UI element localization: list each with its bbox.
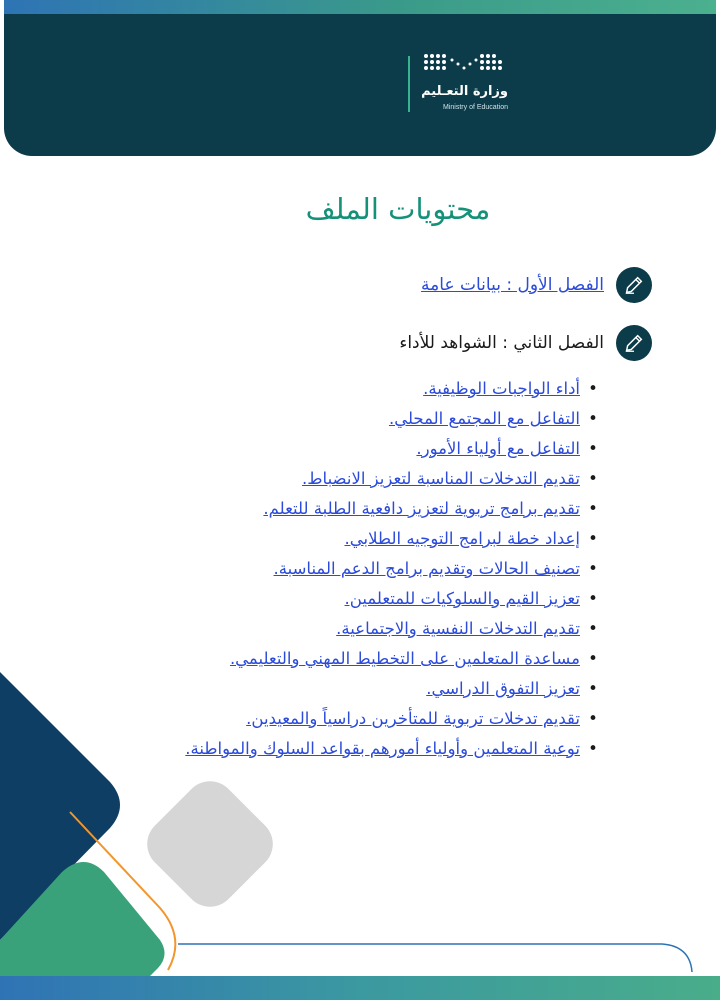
item-link[interactable]: مساعدة المتعلمين على التخطيط المهني والتعليمي. (229, 649, 580, 668)
logo-english-text: Ministry of Education (443, 104, 508, 111)
list-item: •تقديم التدخلات المناسبة لتعزيز الانضباط. (302, 469, 598, 488)
list-item: •أداء الواجبات الوظيفية. (423, 379, 598, 398)
item-link[interactable]: تعزيز التفوق الدراسي. (426, 679, 580, 698)
list-item: •التفاعل مع أولياء الأمور. (416, 439, 598, 458)
logo-arabic-text: وزارة التعـليم (421, 84, 508, 99)
item-link[interactable]: التفاعل مع أولياء الأمور. (416, 439, 580, 458)
chapter-2-title: الفصل الثاني : الشواهد للأداء (399, 333, 604, 353)
list-item: •تعزيز التفوق الدراسي. (426, 679, 598, 698)
chapter-1-link[interactable]: الفصل الأول : بيانات عامة (421, 275, 604, 295)
item-link[interactable]: أداء الواجبات الوظيفية. (423, 379, 580, 398)
decorative-shapes (0, 660, 720, 1000)
item-link[interactable]: تعزيز القيم والسلوكيات للمتعلمين. (344, 589, 580, 608)
list-item: •تصنيف الحالات وتقديم برامج الدعم المناسبة. (273, 559, 598, 578)
page-title: محتويات الملف (305, 192, 491, 226)
chapter-2 (399, 325, 652, 361)
header-top-stripe (4, 0, 716, 14)
pencil-icon (616, 325, 652, 361)
list-item: •توعية المتعلمين وأولياء أمورهم بقواعد السلوك والمواطنة. (185, 739, 598, 758)
list-item: •مساعدة المتعلمين على التخطيط المهني والتعليمي. (229, 649, 598, 668)
item-link[interactable]: تقديم برامج تربوية لتعزيز دافعية الطلبة للتعلم. (263, 499, 580, 518)
list-item: •التفاعل مع المجتمع المحلي. (388, 409, 598, 428)
item-link[interactable]: تصنيف الحالات وتقديم برامج الدعم المناسبة. (273, 559, 580, 578)
item-link[interactable]: تقديم التدخلات المناسبة لتعزيز الانضباط. (302, 469, 580, 488)
chapter-1[interactable] (421, 267, 652, 303)
item-link[interactable]: توعية المتعلمين وأولياء أمورهم بقواعد السلوك والمواطنة. (185, 739, 580, 758)
list-item: •تقديم تدخلات تربوية للمتأخرين دراسياً والمعيدين. (246, 709, 598, 728)
item-link[interactable]: تقديم التدخلات النفسية والاجتماعية. (336, 619, 580, 638)
list-item: •تقديم التدخلات النفسية والاجتماعية. (336, 619, 598, 638)
list-item: •إعداد خطة لبرامج التوجيه الطلابي. (344, 529, 598, 548)
logo-dots-icon (418, 52, 508, 78)
item-link[interactable]: تقديم تدخلات تربوية للمتأخرين دراسياً والمعيدين. (246, 709, 580, 728)
list-item: •تقديم برامج تربوية لتعزيز دافعية الطلبة للتعلم. (263, 499, 598, 518)
pencil-icon (616, 267, 652, 303)
list-item: •تعزيز القيم والسلوكيات للمتعلمين. (344, 589, 598, 608)
item-link[interactable]: إعداد خطة لبرامج التوجيه الطلابي. (344, 529, 580, 548)
page-header (4, 0, 716, 156)
item-link[interactable]: التفاعل مع المجتمع المحلي. (388, 409, 580, 428)
footer-stripe (0, 976, 720, 1000)
ministry-logo (408, 46, 518, 118)
